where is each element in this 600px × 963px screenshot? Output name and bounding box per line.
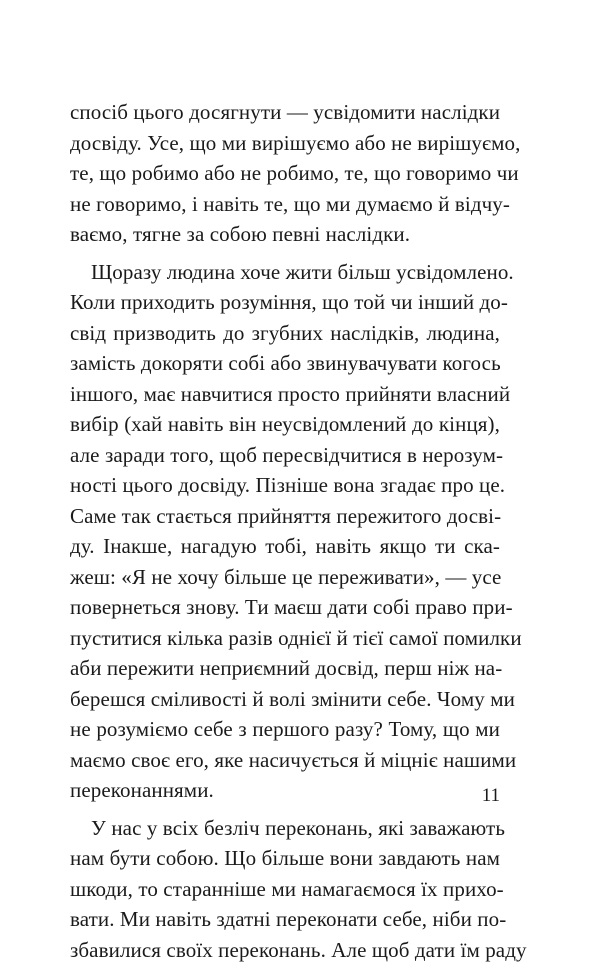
text-line: переконаннями. (70, 778, 214, 802)
text-line: жеш: «Я не хочу більше це переживати», — усе (70, 564, 502, 589)
text-line: замість докоряти собі або звинувачувати когось (70, 351, 501, 375)
text-line: збавилися своїх переконань. Але щоб дати їм раду (70, 937, 527, 962)
text-line: шкоди, то старанніше ми намагаємося їх прихо- (70, 876, 504, 901)
text-line: вати. Ми навіть здатні переконати себе, ніби по- (70, 907, 507, 931)
text-line: ності цього досвіду. Пізніше вона згадає про це. (70, 473, 506, 497)
text-line: іншого, має навчитися просто прийняти власний (70, 381, 511, 406)
text-line: нам бути собою. Що більше вони завдають нам (70, 846, 500, 870)
text-line: ду. Інакше, нагадую тобі, навіть якщо ти ска- (70, 534, 500, 558)
text-line: берешся сміливості й волі змінити себе. Чому ми (70, 686, 515, 711)
text-line: У нас у всіх безліч переконань, які заважають (91, 815, 506, 840)
text-line: свід призводить до згубних наслідків, людина, (70, 320, 500, 345)
text-line: але заради того, щоб пересвідчитися в нерозум- (70, 442, 504, 467)
text-line: досвіду. Усе, що ми вирішуємо або не вирішуємо, (70, 130, 521, 155)
text-line: не розуміємо себе з першого разу? Тому, що ми (70, 717, 500, 741)
text-line: те, що робимо або не робимо, те, що говоримо чи (70, 161, 519, 185)
text-line: вибір (хай навіть він неусвідомлений до кінця), (70, 412, 500, 436)
text-line: спосіб цього досягнути — усвідомити наслідки (70, 100, 501, 124)
text-line: пуститися кілька разів однієї й тієї самої помилки (70, 625, 522, 650)
text-line: не говоримо, і навіть те, що ми думаємо й відчу- (70, 191, 510, 216)
text-line: аби пережити неприємний досвід, перш ніж на- (70, 656, 503, 680)
text-line: Щоразу людина хоче жити більш усвідомлено. (91, 259, 514, 284)
text-line: маємо своє его, яке насичується й міцніє нашими (70, 747, 517, 772)
text-line: Саме так стається прийняття пережитого досві- (70, 503, 502, 528)
text-line: ваємо, тягне за собою певні наслідки. (70, 222, 411, 246)
text-line: Коли приходить розуміння, що той чи інший до- (70, 290, 508, 314)
page-number: 11 (481, 785, 500, 806)
text-line: повернеться знову. Ти маєш дати собі право при- (70, 595, 513, 619)
